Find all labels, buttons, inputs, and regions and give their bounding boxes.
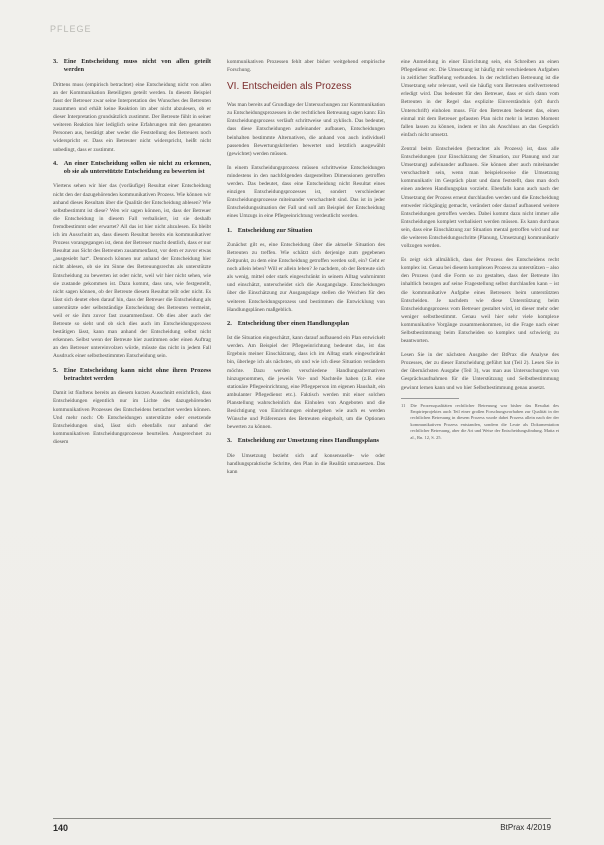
section-title: Entscheidung zur Umsetzung eines Handlungsplans xyxy=(237,437,380,445)
section-number: 3. xyxy=(53,58,58,65)
column-left xyxy=(53,58,211,798)
paragraph: Was man bereits auf Grundlage der Untersuchungen zur Kommunikation zu Entscheidungsprozessen in der rechtlichen Betreuung sagen kann: Ein Entscheidungsprozess verläuft schrittweise und zyklisch. Das bedeutet, dass diese Entscheidungen aufeinander aufbauen, Entscheidungen beinhalten bestimmte Alternativen, die anhand von auch individuell passenden Bewertungskriterien bewertet und letztlich ausgewählt (gewichtet) werden müssen. xyxy=(227,102,385,157)
section-heading xyxy=(53,367,211,384)
page-footer xyxy=(53,818,551,833)
paragraph: Viertens sehen wir hier das (vorläufige) Resultat einer Entscheidung nicht den der dazugehörenden kommunikativen Prozess. Wie können wir anhand dieses Resultats über die Qualität der Entscheidung ablesen? Wie selbstbestimmt ist diese? Wen wir sagen können, ist, dass der Betreuer die Entscheidung in diesem Fall verbalisiert, ist sie deshalb fremdbestimmt oder erwartet? All das ist hier nicht abzulesen. Es bleibt ich im Ausschnitt an, dass diesem Resultat bereits ein kommunikativer Prozess vorangegangen ist, denn der Betreuer macht deutlich, dass er nur Resultat aus Sicht des Betreuten zusammenfasst, vor dem er zuvor etwas „ausgesiebt hat“. Dennoch können nur anhand der Entscheidung hier nicht ablesen, ob sie im Sinne des Betreuungsrechts als unterstützte Entscheidung zu bewerten ist oder nicht, weil wir hier nicht sehen, wie sie zustande gekommen ist. Dazu kommt, dass uns, wie festgestellt, nicht sagen können, ob der Betreute diesem Resultat teilt oder nicht. Es lässt sich deutet eben darauf hin, dass der Betreuer die Entscheidung als unterstützte oder selbstständige Entscheidung des Betreuten vermeint, weil er sie ihm zuvor fast zusammenfasst. Ob dies aber auch der Betreute so sieht und ob sich dies auch im Entscheidungsprozess bestätigen lässt, kann man anhand der Entscheidung selbst nicht erkennen. Selbst wenn der Betreute hier zustimmen oder einen Auftrag an den Betreuer untereinvolzen würde, müsste das nicht in jedem Fall Ausdruck einer selbstbestimmten Entscheidung sein. xyxy=(53,183,211,360)
column-right xyxy=(401,58,559,798)
paragraph: Damit ist fünftens bereits an diesem kurzen Ausschnitt ersichtlich, dass Entscheidungen eigentlich nur im Lichte des dazugehörenden kommunikativen Prozesses des Entscheidens betrachtet werden können. Und mehr noch: Ob Entscheidungen unterstützte oder ersetzende Entscheidungen sind, lässt sich ebenfalls nur anhand der kommunikativen Entscheidungsprozesse beurteilen. Ausgerechnet zu diesem xyxy=(53,390,211,445)
section-heading xyxy=(227,320,385,328)
chapter-heading: VI. Entscheiden als Prozess xyxy=(227,81,352,93)
paragraph: Drittens muss (empirisch betrachtet) eine Entscheidung nicht von allen an der Kommunikation Beteiligten geteilt werden. In diesem Beispiel fasst der Betreuer zwar seine Interpretation des Wunsches des Betreuten zusammen und erhält keine Reaktion im aber nicht abzulesen, ob er dieser Interpretation grundsätzlich zustimmt. Der Betreute fühlt in seiner weiteren Reaktion hier lediglich seine Erfahrungen mit den genannten Personen aus, bestätigt aber weder die Feststellung des Betreuers noch widerspricht er. Dass ein Betreuter nicht widerspricht, heißt nicht unbedingt, dass er zustimmt. xyxy=(53,81,211,153)
paragraph: Ist die Situation eingeschätzt, kann darauf aufbauend ein Plan entwickelt werden. Am Beispiel der Pflegeeinrichtung bedeutet das, ist das Ergebnis meiner Einschätzung, dass ich im Alltag stark eingeschränkt bin, überlege ich als nächstes, ob und wie ich diese Situation verändern möchte. Dazu werden verschiedene Handlungsalternativen hinzugenommen, die jeweils Vor- und Nachteile haben (z.B. eine stationäre Pflegeeinrichtung, eine Pflegeperson im eigenen Haushalt, ein ambulanter Pflegedienst etc.). Faktisch werden mit einer solchen Planstellung wahrscheinlich das Einholen von Angeboten und die Besichtigung von Einrichtungen einhergehen wie auch es werden Wünsche und Präferenzen des Betreuten eingeholt, um die Optionen bewerten zu können. xyxy=(227,335,385,431)
section-title: An einer Entscheidung sollen sie nicht zu erkennen, ob sie als unterstützte Entscheidung zu bewerten ist xyxy=(63,159,211,176)
running-head: PFLEGE xyxy=(50,24,92,34)
section-number: 4. xyxy=(53,159,58,167)
section-heading xyxy=(227,437,385,445)
footnote-text: Die Prozessqualitäten rechtlicher Betreuung war bisher das Resultat des Empirieprojektes auch Teil einer großen Forschungsvorhaben zur Qualität in der rechtlichen Betreuung in diesem Prozess wurde dabei Prozess allein nach der der kommunikativen Prozess entstanden, sondern die Leute als Dokumentation rechtlicher Betreuung, aber die Art und Weise der Entscheidungsfindung. Matta et al., Rn. 12, S. 25. xyxy=(410,402,559,440)
paragraph: Lesen Sie in der nächsten Ausgabe der BtPrax die Analyse des Prozesses, der zu dieser Entscheidung geführt hat (Teil 2). Lesen Sie in der übernächsten Ausgabe (Teil 3), was man aus Untersuchungen von Gesprächsaufnahmen für die Unterstützung und Selbstbestimmung gewinnt lernen kann und wo hier Selbstbestimmung genau ansetzt. xyxy=(401,352,559,391)
footnote-divider xyxy=(401,398,459,399)
paragraph: Zunächst gilt es, eine Entscheidung über die aktuelle Situation des Betreuten zu treffen. Wie schätzt sich derjenige zum gegebenen Zeitpunkt, zu dem eine Entscheidung getroffen werden soll, ein? Geht er noch allein leben? Will er allein leben? Je nachdem, ob der Betreute sich als wenig, mittel oder stark eingeschränkt in seinem Alltag wahrnimmt und einschätzt, unterscheidet sich die Ausgangslage. Entscheidungen über die Einschätzung zur Ausgangslage stellen die Weichen für den weiteren Entscheidungsprozess und bestimmen die Entwicklung von Handlungsplänen maßgeblich. xyxy=(227,241,385,313)
paragraph: Die Umsetzung bezieht sich auf konsensuelle- wie oder handlungspraktische Schritte, den Plan in die Realität umzusetzen. Das kann xyxy=(227,452,385,475)
column-middle xyxy=(227,58,385,798)
footnote xyxy=(401,403,559,441)
page-number: 140 xyxy=(53,823,69,833)
section-number: 2. xyxy=(227,319,232,327)
section-number: 1. xyxy=(227,226,232,234)
section-title: Entscheidung über einen Handlungsplan xyxy=(237,319,350,327)
paragraph: In einem Entscheidungsprozess müssen schrittweise Entscheidungen mindestens in den nachfolgenden dargestellten Dimensionen getroffen werden. Das bedeutet, dass eine Entscheidung nicht Resultat eines einzigen Entscheidungsprozesses ist, sondert verschiedener Entscheidungsprozesse miteinander verschachtelt sind. Das ist in jeder Entscheidungssituation der Fall und soll am Beispiel der Entscheidung eines Umzugs in eine Pflegeeinrichtung verdeutlicht werden. xyxy=(227,164,385,220)
paragraph: Es zeigt sich allmählich, dass der Prozess des Entscheidens recht komplex ist. Genau bei diesem komplexen Prozess zu unterstützen – also den Prozess (und die Form so zu gestalten, dass der Betreute ihn inhaltlich bezogen auf seine Fragestellung selbst durchlaufen kann – ist die kommunikative Aufgabe eines Betreuers beim unterstützten Entscheiden. Je nachdem wie diese Unterstützung beim Entscheidungsprozess vom Betreuer gestaltet wird, ist dieser mehr oder weniger selbstbestimmt. Genau weil hier sehr viele komplexe kommunikative Vorgänge zusammenkommen, ist die Frage nach einer Selbstbestimmung beim Entscheiden so komplex und schwierig zu beantworten. xyxy=(401,257,559,345)
footnote-number: 11 xyxy=(401,402,406,408)
section-heading xyxy=(53,160,211,177)
section-title: Eine Entscheidung kann nicht ohne ihren Prozess betrachtet werden xyxy=(63,366,211,382)
section-title: Eine Entscheidung muss nicht von allen geteilt werden xyxy=(63,58,211,74)
section-title: Entscheidung zur Situation xyxy=(237,226,313,234)
section-number: 5. xyxy=(53,366,58,374)
section-heading xyxy=(53,58,211,75)
journal-issue: BtPrax 4/2019 xyxy=(500,823,551,832)
paragraph: Zentral beim Entscheiden (betrachtet als Prozess) ist, dass alle Entscheidungen (zur Einschätzung der Situation, zur Planung und zur Umsetzung) aufeinander aufbauen. Sie können aber auch miteinander verschachtelt sein, wenn man beispielsweise die Umsetzung kommunikativ im Gespräch plant und dann feststellt, dass man doch einen anderen Handlungsplan vorzieht. Ebenfalls kann auch nach der Umsetzung der Prozess erneut durchlaufen werden und die Entscheidung entweder rückgängig gemacht, verändert oder darauf aufbauend weitere Entscheidungen getroffen werden. Dabei kommt dazu nicht immer alle Entscheidungen komplett verbalisiert werden müssen. Es kann durchaus sein, dass eine Einschätzung zur Situation mental getroffen wird und nur die weiteren Entscheidungsschritte (Planung, Umsetzung) kommunikativ vollzogen werden. xyxy=(401,145,559,250)
paragraph: eine Anmeldung in einer Einrichtung sein, ein Schreiben an einen Pflegedienst etc. Die Umsetzung ist häufig mit verschiedenen Aufgaben in zeitlicher Staffelung verbunden. In der rechtlichen Betreuung ist die Umsetzung sehr relevant, weil sie häufig vom Betreuten stellvertretend erledigt wird. Das bedeutet für den Betreuer, dass er sich dann vom Betreuten in der Regel das explizite Einverständnis (oft durch Unterschrift) einholen muss. Für den Betreuten bedeutet das, einen einmal mit dem Betreuer gefassten Plan nicht mehr in letzten Moment fallen lassen zu können, indem er ihn als Anschluss an das Gespräch einfach nicht umsetzt. xyxy=(401,59,559,138)
section-number: 3. xyxy=(227,437,232,445)
paragraph: kommunikativen Prozessen fehlt aber bisher weitgehend empirische Forschung. xyxy=(227,59,385,74)
section-heading xyxy=(227,227,385,235)
